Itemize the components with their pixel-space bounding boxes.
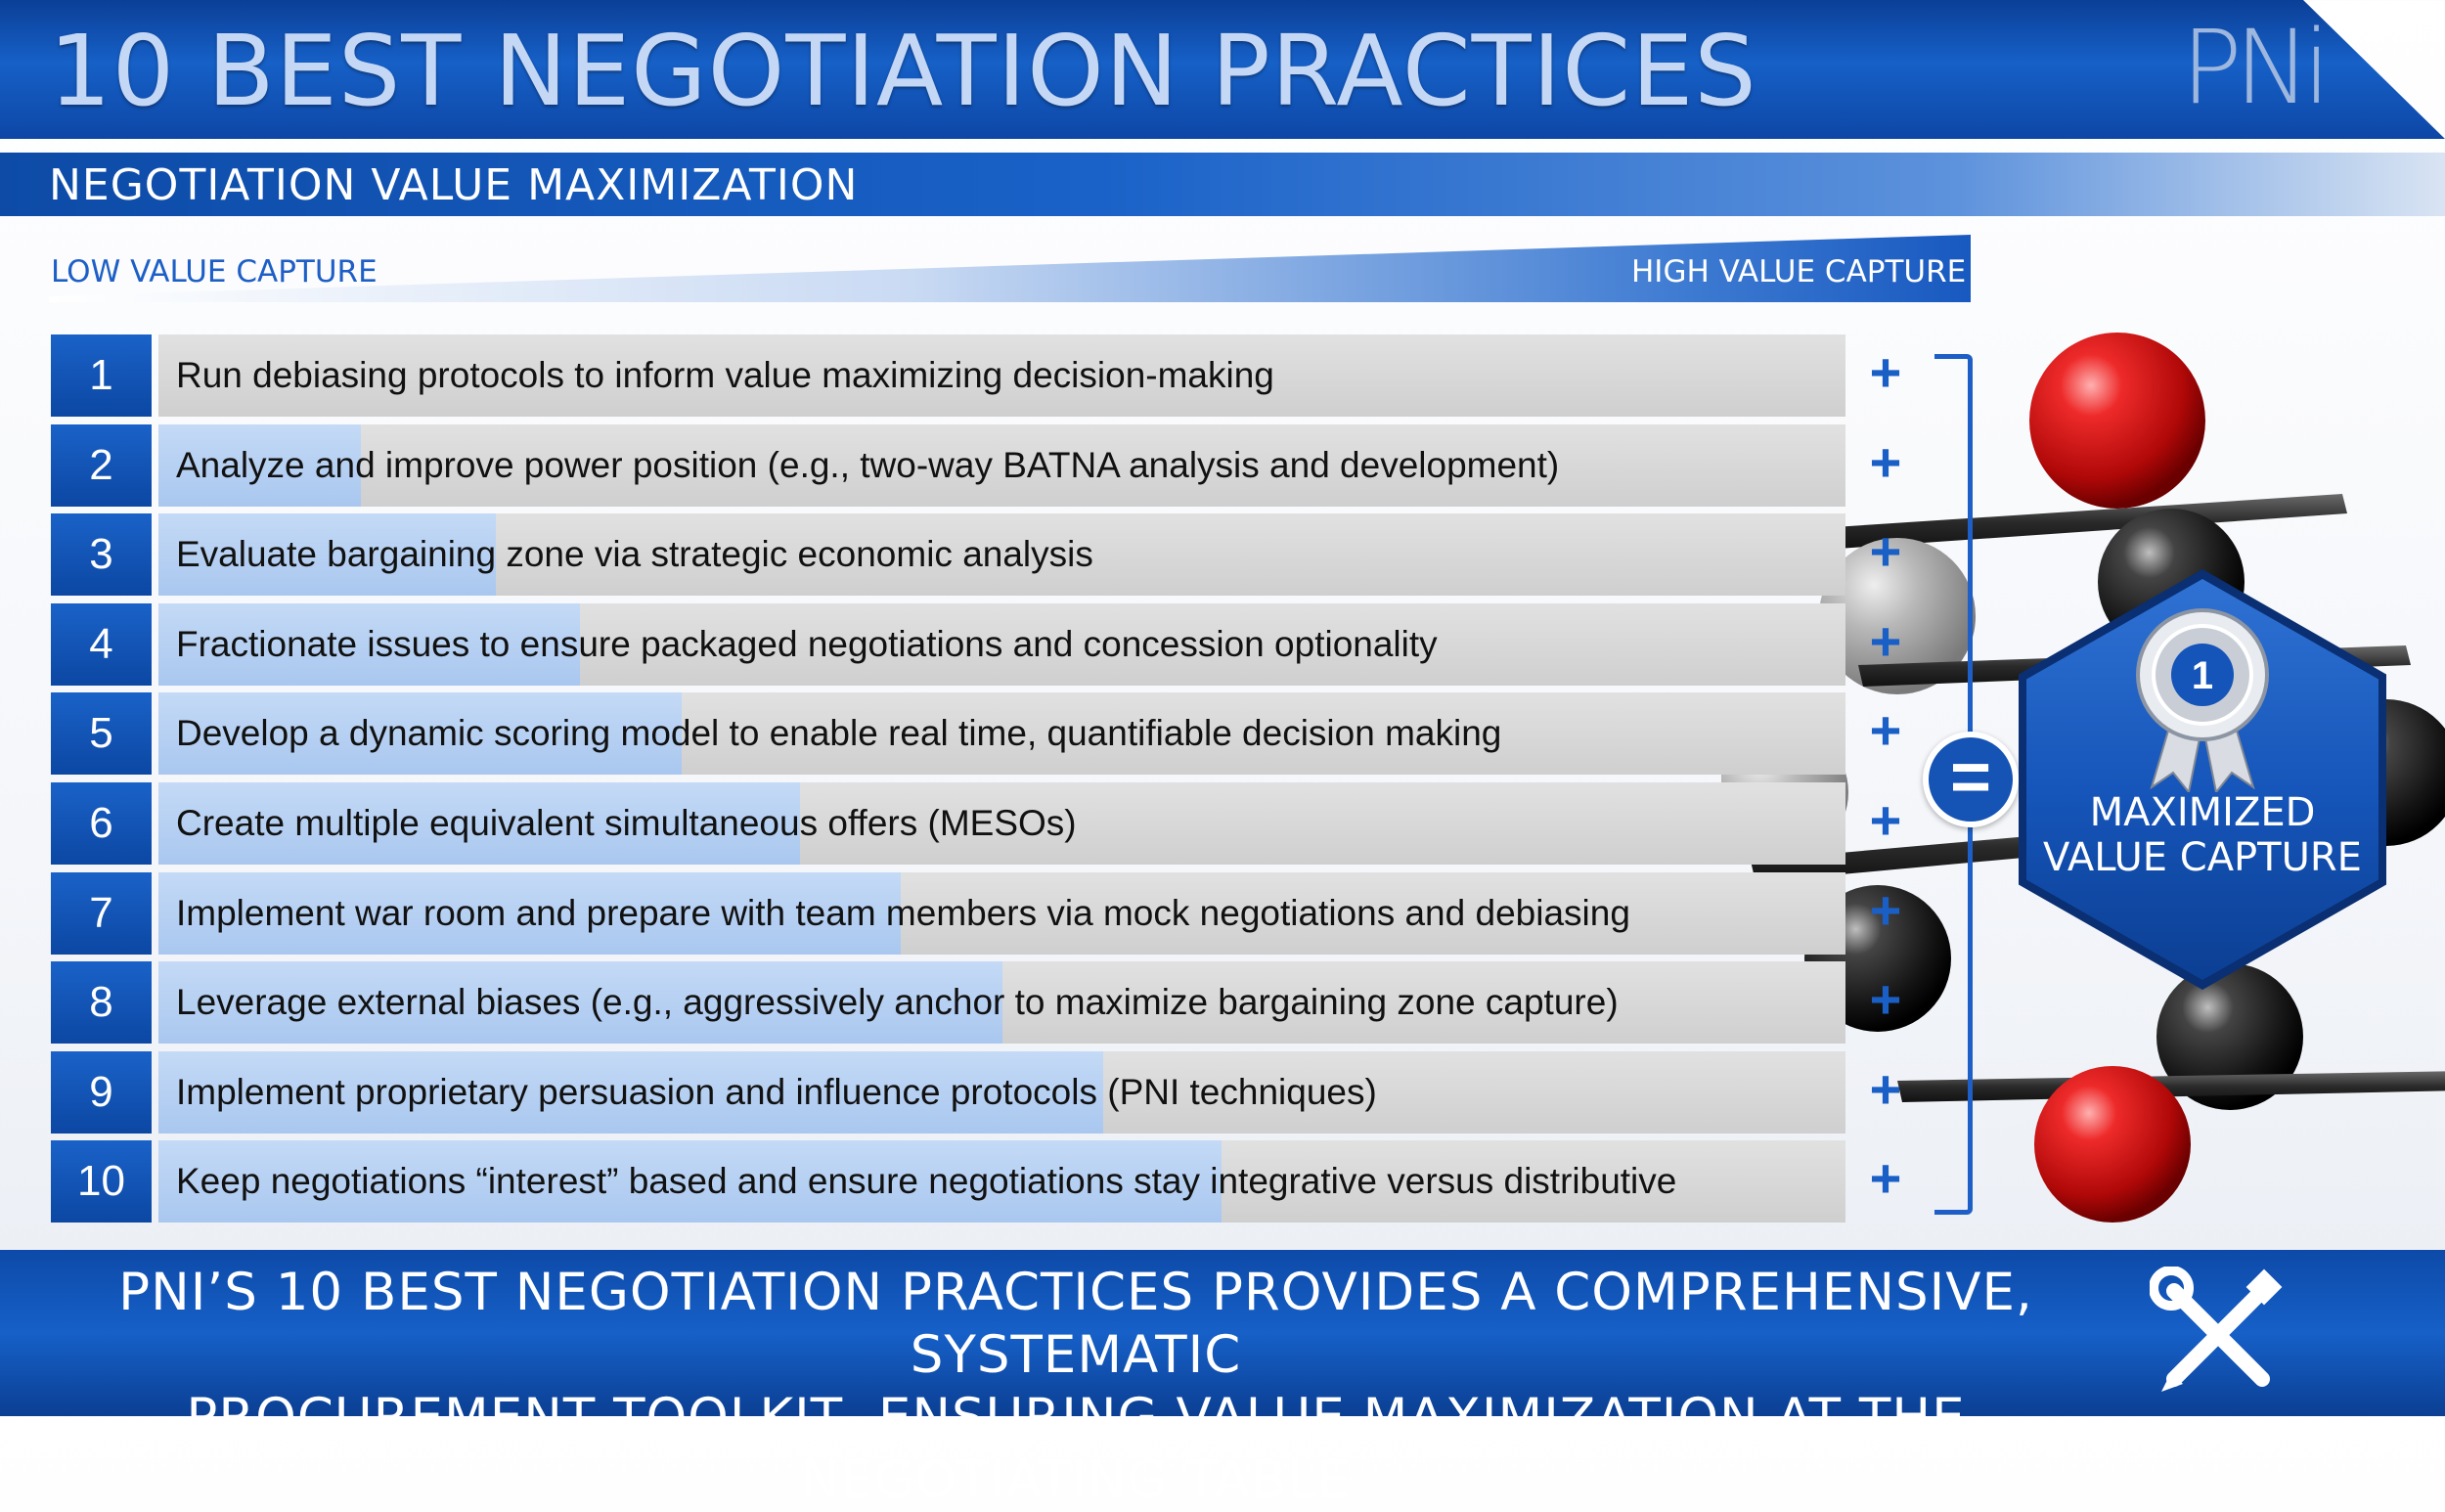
practice-number: 5 xyxy=(51,692,152,775)
footer-line-2: PROCUREMENT TOOLKIT, ENSURING VALUE MAXIMIZATION AT THE NEGOTIATING TABLE xyxy=(186,1388,1966,1510)
practice-text: Evaluate bargaining zone via strategic economic analysis xyxy=(176,534,1093,574)
practice-number: 1 xyxy=(51,334,152,417)
practice-number: 9 xyxy=(51,1051,152,1134)
medal-rank: 1 xyxy=(2191,654,2214,697)
practice-row xyxy=(51,692,1845,775)
red-sphere-top xyxy=(2029,333,2205,509)
practice-row xyxy=(51,513,1845,596)
plus-icon: + xyxy=(1869,520,1902,582)
low-value-capture-label: LOW VALUE CAPTURE xyxy=(51,254,378,289)
subtitle: NEGOTIATION VALUE MAXIMIZATION xyxy=(49,160,859,210)
plus-icon: + xyxy=(1869,1058,1902,1120)
practice-row xyxy=(51,961,1845,1044)
plus-icon: + xyxy=(1869,699,1902,761)
plus-icon: + xyxy=(1869,1147,1902,1209)
badge-line-1: MAXIMIZED xyxy=(2089,790,2316,835)
practice-text: Create multiple equivalent simultaneous offers (MESOs) xyxy=(176,803,1077,843)
plus-icon: + xyxy=(1869,341,1902,403)
footer-banner xyxy=(0,1250,2445,1510)
practice-text: Run debiasing protocols to inform value maximizing decision-making xyxy=(176,355,1274,395)
high-value-capture-label: HIGH VALUE CAPTURE xyxy=(1631,254,1967,289)
plus-icon: + xyxy=(1869,968,1902,1030)
plus-icon: + xyxy=(1869,610,1902,672)
subtitle-bar xyxy=(0,153,2445,216)
practice-text: Implement proprietary persuasion and influence protocols (PNI techniques) xyxy=(176,1072,1377,1112)
practice-number: 7 xyxy=(51,872,152,955)
practice-number: 10 xyxy=(51,1140,152,1223)
practice-text: Fractionate issues to ensure packaged negotiations and concession optionality xyxy=(176,624,1438,664)
medal-icon xyxy=(2112,606,2292,792)
practice-number: 6 xyxy=(51,782,152,865)
practice-number: 8 xyxy=(51,961,152,1044)
practice-row xyxy=(51,1140,1845,1223)
practice-text: Implement war room and prepare with team members via mock negotiations and debiasing xyxy=(176,893,1630,933)
red-sphere-bottom xyxy=(2034,1066,2191,1223)
practice-text: Develop a dynamic scoring model to enable real time, quantifiable decision making xyxy=(176,713,1502,753)
badge-line-2: VALUE CAPTURE xyxy=(2043,835,2362,880)
practice-number: 2 xyxy=(51,424,152,507)
practice-number: 3 xyxy=(51,513,152,596)
badge-label xyxy=(2026,790,2378,880)
practice-row xyxy=(51,782,1845,865)
plus-icon: + xyxy=(1869,431,1902,493)
practice-row xyxy=(51,334,1845,417)
practice-row xyxy=(51,1051,1845,1134)
page-title: 10 BEST NEGOTIATION PRACTICES xyxy=(49,14,1757,128)
practice-row xyxy=(51,603,1845,686)
practice-text: Analyze and improve power position (e.g., two-way BATNA analysis and development) xyxy=(176,445,1560,485)
footer-summary xyxy=(39,1262,2112,1512)
tools-icon xyxy=(2150,1267,2287,1403)
pni-logo: PNi xyxy=(2181,8,2324,127)
plus-icon: + xyxy=(1869,789,1902,851)
practice-text: Keep negotiations “interest” based and ensure negotiations stay integrative versus distributive xyxy=(176,1161,1677,1201)
practice-row xyxy=(51,424,1845,507)
footer-line-1: PNI’S 10 BEST NEGOTIATION PRACTICES PROVIDES A COMPREHENSIVE, SYSTEMATIC xyxy=(118,1263,2033,1385)
practice-number: 4 xyxy=(51,603,152,686)
practice-text: Leverage external biases (e.g., aggressively anchor to maximize bargaining zone capture) xyxy=(176,982,1619,1022)
equals-icon: = xyxy=(1923,732,2019,827)
practice-row xyxy=(51,872,1845,955)
plus-icon: + xyxy=(1869,879,1902,941)
